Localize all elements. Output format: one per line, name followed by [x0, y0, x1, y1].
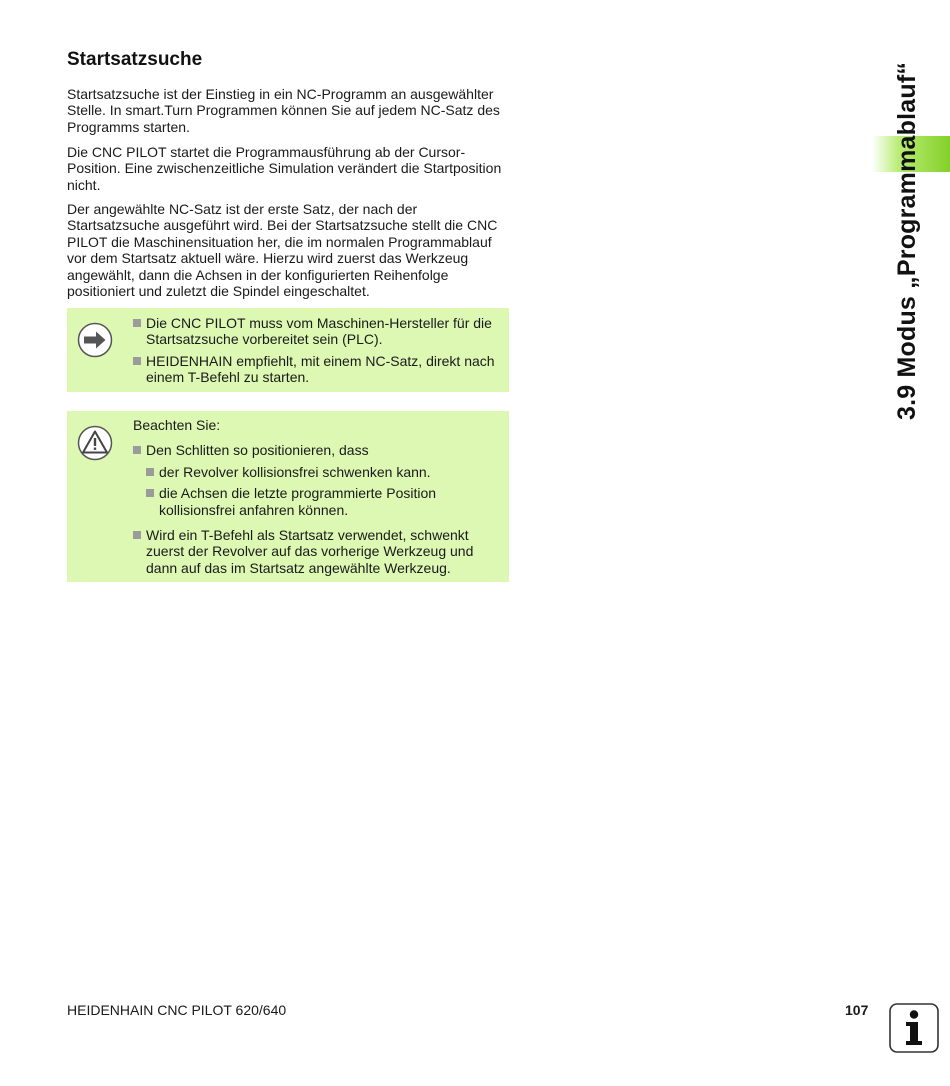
info-note-item: Die CNC PILOT muss vom Maschinen-Hersteller für die Startsatzsuche vorbereitet sein (PLC). — [133, 315, 505, 348]
warning-heading: Beachten Sie: — [133, 417, 221, 433]
paragraph-start-block: Der angewählte NC-Satz ist der erste Satz, der nach der Startsatzsuche ausgeführt wird. Bei der Startsatzsuche stellt die CNC PILOT die Maschinensituation her, die im normalen Programmablauf vor dem Startsatz aktuell wäre. Hierzu wird zuerst das Werkzeug angewählt, dann die Achsen in der konfigurierten Reihenfolge positioniert und zuletzt die Spindel eingeschaltet. — [67, 201, 498, 300]
warning-note — [67, 411, 509, 582]
page-number: 107 — [845, 1002, 869, 1018]
info-note — [67, 308, 509, 392]
chapter-side-title: 3.9 Modus „Programmablauf“ — [893, 61, 921, 420]
info-note-list — [133, 315, 505, 386]
paragraph-intro: Startsatzsuche ist der Einstieg in ein NC-Programm an ausgewählter Stelle. In smart.Turn Programmen können Sie auf jedem NC-Satz des Programms starten. — [67, 86, 500, 135]
warning-note-item: Wird ein T-Befehl als Startsatz verwendet, schwenkt zuerst der Revolver auf das vorherige Werkzeug und dann auf das im Startsatz angewählte Werkzeug. — [133, 527, 505, 576]
info-note-item: HEIDENHAIN empfiehlt, mit einem NC-Satz, direkt nach einem T-Befehl zu starten. — [133, 353, 505, 386]
arrow-right-icon — [77, 322, 113, 358]
warning-sublist — [146, 464, 505, 518]
warning-note-list — [133, 442, 505, 576]
info-icon — [889, 1003, 939, 1053]
paragraph-cursor: Die CNC PILOT startet die Programmausführung ab der Cursor-Position. Eine zwischenzeitliche Simulation verändert die Startposition nicht. — [67, 144, 502, 193]
footer-product-name: HEIDENHAIN CNC PILOT 620/640 — [67, 1002, 287, 1018]
warning-note-item — [133, 442, 505, 518]
warning-note-item-text: Den Schlitten so positionieren, dass — [146, 442, 369, 459]
warning-icon — [77, 425, 113, 461]
warning-subitem: die Achsen die letzte programmierte Position kollisionsfrei anfahren können. — [146, 485, 505, 518]
warning-subitem: der Revolver kollisionsfrei schwenken kann. — [146, 464, 505, 480]
page-title: Startsatzsuche — [67, 49, 203, 70]
